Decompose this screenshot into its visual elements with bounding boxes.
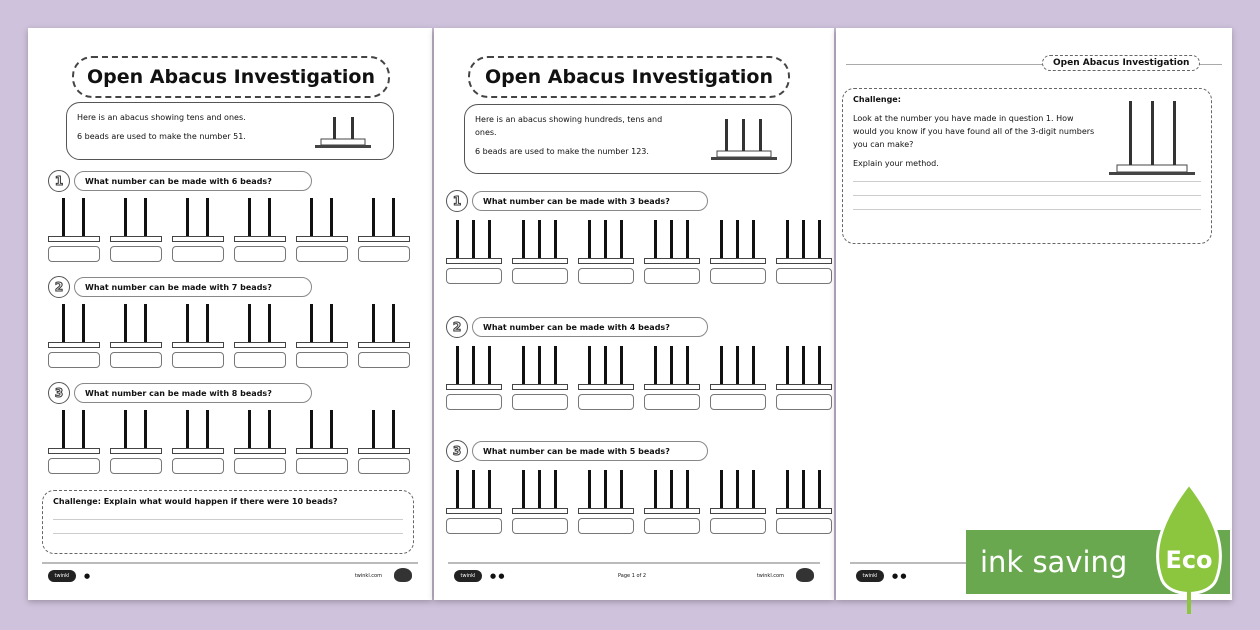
footer-dots: ● ●	[892, 572, 907, 580]
abacus	[776, 218, 832, 284]
abacus	[578, 468, 634, 534]
abacus	[296, 196, 348, 262]
answer-box[interactable]	[512, 518, 568, 534]
abacus	[358, 302, 410, 368]
page-title: Open Abacus Investigation	[468, 56, 790, 98]
footer-dots: ● ●	[490, 572, 505, 580]
question-text: What number can be made with 4 beads?	[472, 317, 708, 337]
abacus	[644, 218, 700, 284]
abacus	[234, 408, 286, 474]
question-number: 1	[48, 170, 70, 192]
abacus	[644, 344, 700, 410]
abacus	[296, 302, 348, 368]
answer-box[interactable]	[296, 458, 348, 474]
abacus	[512, 468, 568, 534]
answer-box[interactable]	[446, 394, 502, 410]
abacus	[578, 344, 634, 410]
answer-box[interactable]	[234, 352, 286, 368]
worksheet-page-2	[434, 28, 834, 600]
question-1	[48, 170, 312, 192]
answer-box[interactable]	[710, 394, 766, 410]
challenge-label: Challenge:	[853, 95, 901, 104]
abacus-row-1	[48, 196, 420, 262]
answer-box[interactable]	[358, 352, 410, 368]
answer-box[interactable]	[446, 518, 502, 534]
abacus	[446, 468, 502, 534]
abacus	[776, 468, 832, 534]
answer-box[interactable]	[234, 246, 286, 262]
answer-box[interactable]	[446, 268, 502, 284]
question-number: 2	[48, 276, 70, 298]
question-number: 3	[48, 382, 70, 404]
intro-text: Here is an abacus showing hundreds, tens and ones.	[475, 115, 663, 137]
worksheet-page-1	[28, 28, 432, 600]
question-number: 3	[446, 440, 468, 462]
abacus-row-2	[48, 302, 420, 368]
abacus-row-3	[446, 468, 842, 534]
twinkl-mark-icon	[796, 568, 814, 582]
intro-box	[66, 102, 394, 160]
twinkl-mark-icon	[394, 568, 412, 582]
abacus	[296, 408, 348, 474]
explain-text: Explain your method.	[853, 159, 939, 168]
answer-box[interactable]	[172, 246, 224, 262]
answer-box[interactable]	[644, 268, 700, 284]
footer-site: twinkl.com	[756, 573, 784, 579]
question-text: What number can be made with 7 beads?	[74, 277, 312, 297]
answer-box[interactable]	[110, 352, 162, 368]
eco-leaf-icon	[1148, 484, 1230, 614]
twinkl-logo: twinkl	[454, 570, 482, 582]
page-title: Open Abacus Investigation	[1042, 55, 1200, 71]
abacus	[234, 196, 286, 262]
abacus	[710, 468, 766, 534]
abacus	[110, 302, 162, 368]
answer-box[interactable]	[110, 458, 162, 474]
answer-box[interactable]	[776, 518, 832, 534]
challenge-box	[42, 490, 414, 554]
intro-text: Here is an abacus showing tens and ones.	[77, 113, 246, 122]
footer-site: twinkl.com	[354, 573, 382, 579]
abacus	[512, 344, 568, 410]
answer-box[interactable]	[776, 268, 832, 284]
question-text: What number can be made with 8 beads?	[74, 383, 312, 403]
answer-box[interactable]	[48, 458, 100, 474]
intro-text: 6 beads are used to make the number 51.	[77, 132, 246, 141]
question-text: What number can be made with 3 beads?	[472, 191, 708, 211]
abacus	[358, 408, 410, 474]
answer-box[interactable]	[644, 394, 700, 410]
question-text: What number can be made with 5 beads?	[472, 441, 708, 461]
challenge-text: Challenge: Explain what would happen if there were 10 beads?	[53, 497, 338, 506]
answer-box[interactable]	[48, 246, 100, 262]
writing-lines[interactable]	[853, 181, 1201, 210]
abacus	[644, 468, 700, 534]
question-3	[48, 382, 312, 404]
answer-box[interactable]	[110, 246, 162, 262]
answer-box[interactable]	[358, 458, 410, 474]
answer-box[interactable]	[710, 268, 766, 284]
answer-box[interactable]	[172, 458, 224, 474]
abacus	[234, 302, 286, 368]
question-number: 2	[446, 316, 468, 338]
eco-label: Eco	[1165, 546, 1213, 574]
intro-box	[464, 104, 792, 174]
answer-box[interactable]	[710, 518, 766, 534]
abacus	[446, 218, 502, 284]
abacus-row-3	[48, 408, 420, 474]
abacus-row-1	[446, 218, 842, 284]
abacus-illustration	[1107, 95, 1197, 181]
abacus-illustration	[711, 113, 777, 165]
answer-box[interactable]	[776, 394, 832, 410]
challenge-box	[842, 88, 1212, 244]
abacus	[48, 302, 100, 368]
question-1	[446, 190, 708, 212]
answer-box[interactable]	[578, 268, 634, 284]
question-2	[446, 316, 708, 338]
ink-saving-label: ink saving	[980, 545, 1128, 579]
answer-box[interactable]	[296, 246, 348, 262]
answer-box[interactable]	[234, 458, 286, 474]
abacus	[446, 344, 502, 410]
footer-dots: ●	[84, 572, 91, 580]
question-3	[446, 440, 708, 462]
footer	[42, 562, 418, 588]
abacus	[172, 408, 224, 474]
page-title: Open Abacus Investigation	[72, 56, 390, 98]
question-text: What number can be made with 6 beads?	[74, 171, 312, 191]
question-2	[48, 276, 312, 298]
question-number: 1	[446, 190, 468, 212]
answer-box[interactable]	[578, 394, 634, 410]
abacus-illustration	[313, 111, 373, 155]
challenge-text: Look at the number you have made in question 1. How would you know if you have found all of the 3-digit numbers you can make?	[853, 114, 1095, 149]
abacus	[776, 344, 832, 410]
answer-box[interactable]	[296, 352, 348, 368]
writing-lines[interactable]	[53, 519, 403, 534]
abacus	[578, 218, 634, 284]
answer-box[interactable]	[172, 352, 224, 368]
abacus	[710, 218, 766, 284]
abacus	[172, 196, 224, 262]
footer	[448, 562, 820, 588]
abacus	[110, 408, 162, 474]
abacus	[172, 302, 224, 368]
abacus	[48, 196, 100, 262]
abacus	[512, 218, 568, 284]
twinkl-logo: twinkl	[48, 570, 76, 582]
answer-box[interactable]	[48, 352, 100, 368]
footer-page-number: Page 1 of 2	[618, 573, 647, 579]
abacus	[358, 196, 410, 262]
twinkl-logo: twinkl	[856, 570, 884, 582]
abacus	[48, 408, 100, 474]
answer-box[interactable]	[644, 518, 700, 534]
answer-box[interactable]	[512, 394, 568, 410]
abacus	[110, 196, 162, 262]
answer-box[interactable]	[512, 268, 568, 284]
abacus	[710, 344, 766, 410]
answer-box[interactable]	[358, 246, 410, 262]
abacus-row-2	[446, 344, 842, 410]
intro-text: 6 beads are used to make the number 123.	[475, 147, 649, 156]
answer-box[interactable]	[578, 518, 634, 534]
